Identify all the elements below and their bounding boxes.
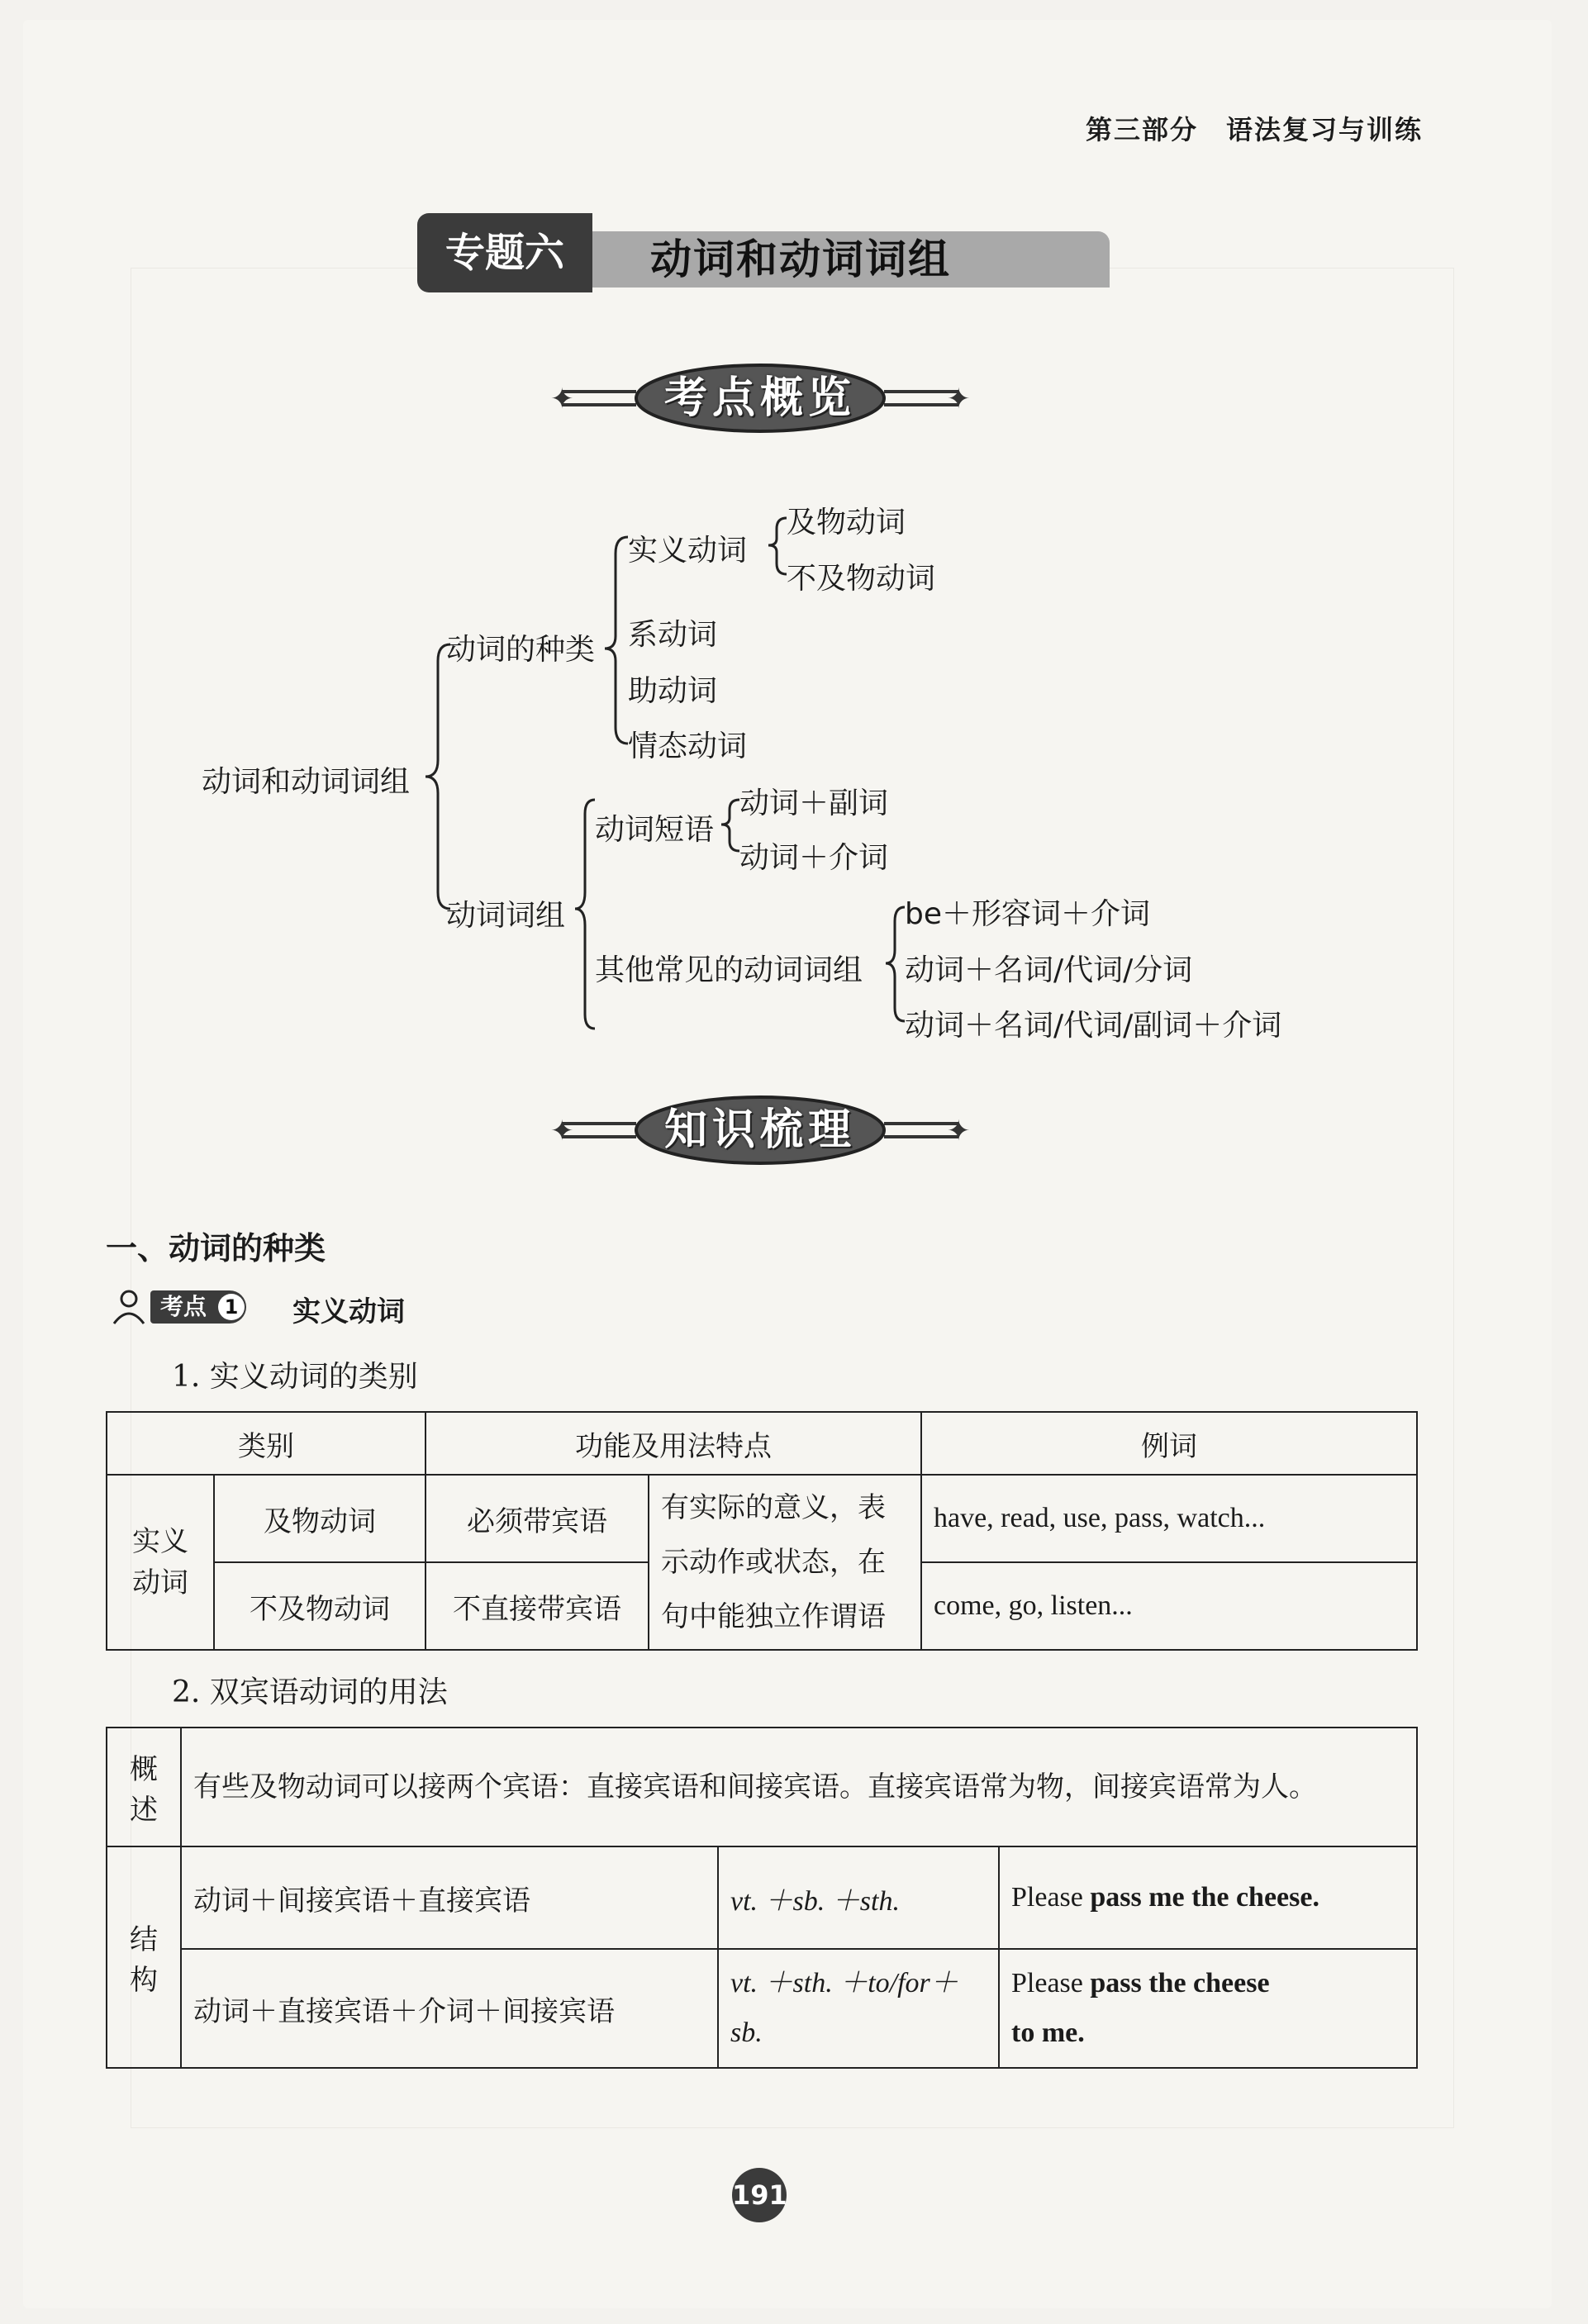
overview-text: 有些及物动词可以接两个宾语：直接宾语和间接宾语。直接宾语常为物，间接宾语常为人。 <box>181 1728 1417 1846</box>
point-badge: 考点 <box>150 1290 246 1324</box>
tree-linking: 系动词 <box>628 618 718 652</box>
row2-pattern: 动词＋直接宾语＋介词＋间接宾语 <box>181 1949 718 2068</box>
tree-auxiliary: 助动词 <box>628 674 718 708</box>
svg-text:✦: ✦ <box>550 383 574 416</box>
tree-be-adj-prep: be＋形容词＋介词 <box>905 897 1151 931</box>
tree-root: 动词和动词词组 <box>202 765 411 799</box>
overview-label: 概述 <box>107 1728 181 1846</box>
tree-v-noun: 动词＋名词/代词/分词 <box>905 953 1193 987</box>
tree-v-prep: 动词＋介词 <box>739 841 889 875</box>
shared-feature: 有实际的意义，表示动作或状态，在句中能独立作谓语 <box>649 1475 921 1650</box>
running-head: 第三部分 语法复习与训练 <box>1085 114 1423 145</box>
row1-example: Please pass me the cheese. <box>999 1846 1417 1949</box>
th-example: 例词 <box>921 1412 1417 1475</box>
transitive-example: have, read, use, pass, watch... <box>921 1475 1417 1562</box>
th-function: 功能及用法特点 <box>426 1412 921 1475</box>
tree-intransitive: 不及物动词 <box>787 562 936 596</box>
reader-icon <box>109 1287 149 1327</box>
topic-main-title: 动词和动词词组 <box>592 231 1110 288</box>
point-number: 1 <box>218 1294 245 1320</box>
section-heading: 一、动词的种类 <box>106 1230 326 1267</box>
topic-label: 专题六 <box>417 213 592 292</box>
tree-phrase: 动词短语 <box>595 813 715 847</box>
structure-label: 结构 <box>107 1846 181 2068</box>
svg-text:✦: ✦ <box>947 1114 971 1148</box>
tree-notional: 实义动词 <box>628 534 748 568</box>
row1-pattern: 动词＋间接宾语＋直接宾语 <box>181 1846 718 1949</box>
page-number: 191 <box>732 2168 787 2222</box>
knowledge-banner-text: 知识梳理 <box>663 1105 856 1155</box>
transitive-label: 及物动词 <box>214 1475 426 1562</box>
point-title: 实义动词 <box>292 1295 405 1328</box>
tree-kinds: 动词的种类 <box>446 633 596 667</box>
subheading-2: 2. 双宾语动词的用法 <box>172 1675 448 1709</box>
row2-formula: vt. ＋sth. ＋to/for＋sb. <box>718 1949 999 2068</box>
knowledge-banner <box>545 1089 975 1172</box>
tree-modal: 情态动词 <box>628 730 748 763</box>
ditransitive-table <box>106 1727 1418 2069</box>
notional-verb-table <box>106 1411 1418 1651</box>
transitive-feature: 必须带宾语 <box>426 1475 649 1562</box>
notional-label: 实义 动词 <box>107 1475 214 1650</box>
intransitive-label: 不及物动词 <box>214 1562 426 1650</box>
tree-group: 动词词组 <box>446 899 566 933</box>
intransitive-example: come, go, listen... <box>921 1562 1417 1650</box>
intransitive-feature: 不直接带宾语 <box>426 1562 649 1650</box>
row1-formula: vt. ＋sb. ＋sth. <box>718 1846 999 1949</box>
tree-v-adv: 动词＋副词 <box>739 787 889 820</box>
tree-other: 其他常见的动词词组 <box>595 953 863 987</box>
row2-example: Please pass the cheese to me. <box>999 1949 1417 2068</box>
svg-text:✦: ✦ <box>550 1114 574 1148</box>
tree-v-noun-prep: 动词＋名词/代词/副词＋介词 <box>905 1009 1282 1043</box>
overview-banner-text: 考点概览 <box>663 373 856 423</box>
svg-text:✦: ✦ <box>947 383 971 416</box>
th-category: 类别 <box>107 1412 426 1475</box>
subheading-1: 1. 实义动词的类别 <box>172 1360 418 1394</box>
tree-transitive: 及物动词 <box>787 506 906 539</box>
